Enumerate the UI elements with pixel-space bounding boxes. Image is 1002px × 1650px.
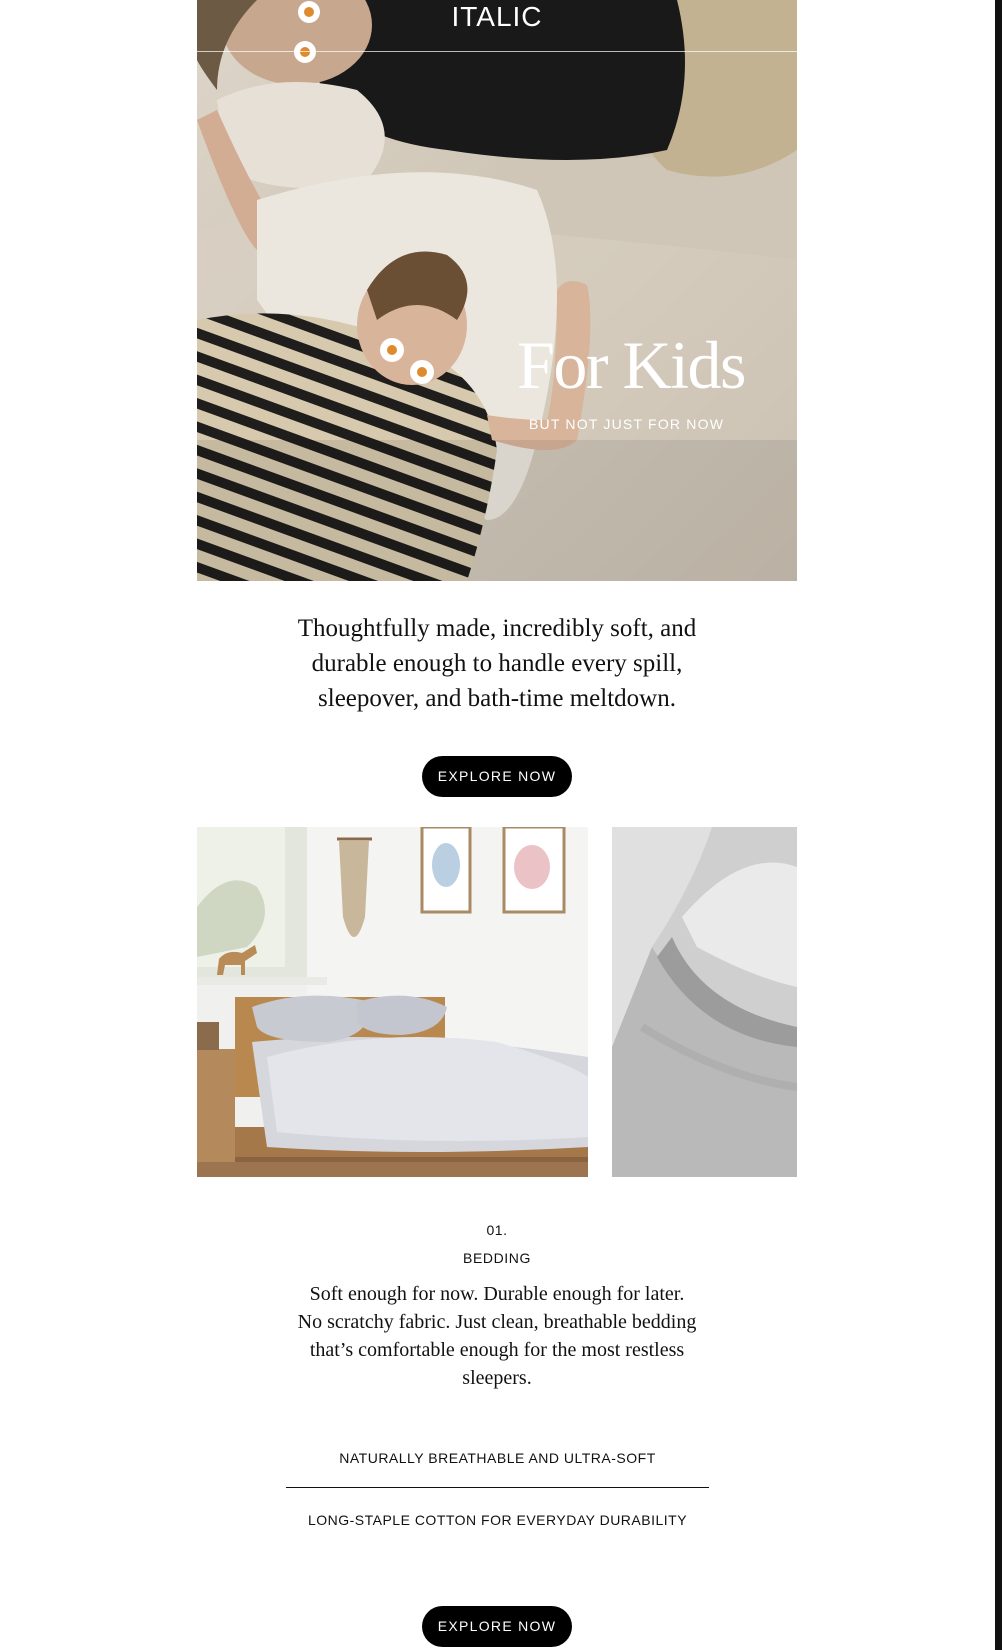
hero-banner[interactable] — [197, 0, 797, 581]
explore-now-button-secondary[interactable]: EXPLORE NOW — [422, 1606, 572, 1647]
kids-bedroom-photo[interactable] — [197, 827, 588, 1177]
feature-list — [286, 1450, 709, 1528]
brand-logo[interactable]: ITALIC — [197, 0, 797, 52]
section-label: BEDDING — [463, 1250, 531, 1266]
section-number: 01. — [486, 1222, 508, 1238]
hero-subtitle: BUT NOT JUST FOR NOW — [529, 416, 725, 432]
hero-title: For Kids — [517, 327, 745, 403]
feature-item: NATURALLY BREATHABLE AND ULTRA-SOFT — [339, 1450, 656, 1466]
section-body: Soft enough for now. Durable enough for later. No scratchy fabric. Just clean, breathable bedding that’s comfortable enough for the most restless sleepers. — [297, 1283, 697, 1389]
intro-section — [197, 611, 797, 716]
intro-text: Thoughtfully made, incredibly soft, and durable enough to handle every spill, sleepover, and bath-time meltdown. — [297, 615, 697, 712]
email-container — [197, 0, 797, 1634]
feature-divider — [286, 1487, 709, 1488]
bedroom-image — [197, 827, 588, 1177]
sheet-image — [612, 827, 797, 1177]
bedding-section — [197, 1222, 797, 1392]
feature-item: LONG-STAPLE COTTON FOR EVERYDAY DURABILITY — [307, 1512, 688, 1528]
product-photos — [197, 827, 797, 1177]
page-edge — [995, 0, 1002, 1650]
hero-image — [197, 0, 797, 581]
sheet-closeup-photo[interactable] — [612, 827, 797, 1177]
explore-now-button[interactable]: EXPLORE NOW — [422, 756, 572, 797]
